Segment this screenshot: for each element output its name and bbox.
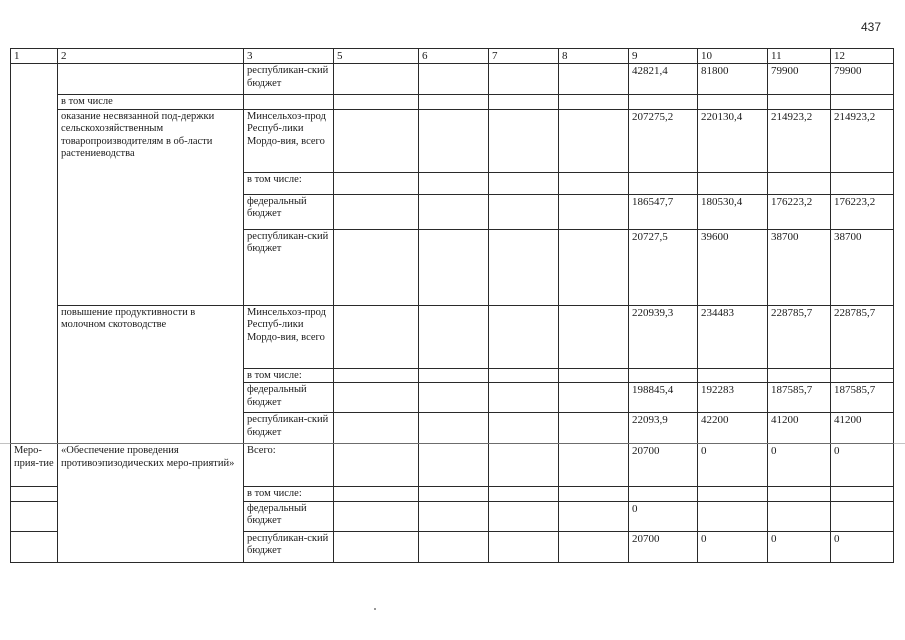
row-item-cell: «Обеспечение проведения противоэпизодических меро-приятий» [58, 444, 244, 563]
scan-speck [374, 608, 376, 610]
row-name-cell [11, 501, 58, 531]
value-cell-col11: 228785,7 [768, 305, 831, 368]
value-cell-col11: 0 [768, 531, 831, 562]
value-cell-col9: 207275,2 [629, 109, 698, 172]
value-cell-col12 [831, 95, 894, 110]
row-responsible-cell: Всего: [244, 444, 334, 487]
empty-cell [419, 531, 489, 562]
value-cell-col11 [768, 487, 831, 502]
value-cell-col9: 0 [629, 501, 698, 531]
empty-cell [489, 172, 559, 194]
row-name-cell: Меро-прия-тие [11, 444, 58, 487]
empty-cell [419, 413, 489, 444]
column-number-header: 3 [244, 49, 334, 64]
empty-cell [419, 229, 489, 305]
value-cell-col11: 41200 [768, 413, 831, 444]
table-header-row [11, 49, 894, 64]
row-responsible-cell: федеральный бюджет [244, 194, 334, 229]
empty-cell [489, 368, 559, 383]
value-cell-col11: 176223,2 [768, 194, 831, 229]
row-item-cell [58, 64, 244, 95]
column-number-header: 9 [629, 49, 698, 64]
empty-cell [334, 368, 419, 383]
row-item-cell: оказание несвязанной под-держки сельскохозяйственным товаропроизводителям в об-ласти растениеводства [58, 109, 244, 305]
empty-cell [559, 194, 629, 229]
value-cell-col9: 42821,4 [629, 64, 698, 95]
value-cell-col9: 186547,7 [629, 194, 698, 229]
empty-cell [559, 64, 629, 95]
value-cell-col12 [831, 368, 894, 383]
table-row [11, 305, 894, 368]
row-name-cell [11, 531, 58, 562]
empty-cell [334, 305, 419, 368]
value-cell-col10: 180530,4 [698, 194, 768, 229]
value-cell-col9 [629, 172, 698, 194]
empty-cell [559, 487, 629, 502]
empty-cell [489, 109, 559, 172]
empty-cell [559, 172, 629, 194]
scan-fold-line [0, 443, 905, 444]
row-responsible-cell: в том числе: [244, 172, 334, 194]
empty-cell [334, 64, 419, 95]
value-cell-col10: 81800 [698, 64, 768, 95]
empty-cell [334, 383, 419, 413]
row-responsible-cell: федеральный бюджет [244, 383, 334, 413]
table-row [11, 444, 894, 487]
row-responsible-cell: в том числе: [244, 368, 334, 383]
value-cell-col11: 79900 [768, 64, 831, 95]
row-name-cell [11, 487, 58, 502]
empty-cell [489, 229, 559, 305]
value-cell-col9: 20700 [629, 531, 698, 562]
value-cell-col10 [698, 95, 768, 110]
column-number-header: 7 [489, 49, 559, 64]
value-cell-col9: 20727,5 [629, 229, 698, 305]
row-responsible-cell: республикан-ский бюджет [244, 229, 334, 305]
column-number-header: 2 [58, 49, 244, 64]
value-cell-col10: 192283 [698, 383, 768, 413]
empty-cell [419, 444, 489, 487]
row-responsible-cell [244, 95, 334, 110]
value-cell-col9 [629, 487, 698, 502]
value-cell-col10 [698, 368, 768, 383]
value-cell-col12 [831, 501, 894, 531]
column-number-header: 11 [768, 49, 831, 64]
value-cell-col11: 38700 [768, 229, 831, 305]
empty-cell [334, 531, 419, 562]
empty-cell [559, 109, 629, 172]
row-item-cell: в том числе [58, 95, 244, 110]
empty-cell [334, 501, 419, 531]
value-cell-col9 [629, 95, 698, 110]
value-cell-col12: 176223,2 [831, 194, 894, 229]
empty-cell [334, 109, 419, 172]
empty-cell [559, 229, 629, 305]
row-responsible-cell: в том числе: [244, 487, 334, 502]
value-cell-col9 [629, 368, 698, 383]
column-number-header: 5 [334, 49, 419, 64]
empty-cell [334, 194, 419, 229]
empty-cell [489, 383, 559, 413]
column-number-header: 8 [559, 49, 629, 64]
empty-cell [419, 383, 489, 413]
empty-cell [419, 487, 489, 502]
empty-cell [334, 413, 419, 444]
empty-cell [489, 64, 559, 95]
empty-cell [419, 501, 489, 531]
empty-cell [419, 194, 489, 229]
empty-cell [334, 172, 419, 194]
empty-cell [419, 305, 489, 368]
row-name-cell [11, 64, 58, 444]
value-cell-col10 [698, 487, 768, 502]
value-cell-col12: 228785,7 [831, 305, 894, 368]
value-cell-col10: 39600 [698, 229, 768, 305]
empty-cell [559, 95, 629, 110]
empty-cell [559, 501, 629, 531]
value-cell-col11 [768, 368, 831, 383]
row-responsible-cell: Минсельхоз-прод Респуб-лики Мордо-вия, всего [244, 305, 334, 368]
value-cell-col10: 42200 [698, 413, 768, 444]
page-number: 437 [860, 20, 881, 34]
row-item-cell: повышение продуктивности в молочном скотоводстве [58, 305, 244, 444]
empty-cell [489, 444, 559, 487]
empty-cell [489, 194, 559, 229]
value-cell-col10: 220130,4 [698, 109, 768, 172]
row-responsible-cell: Минсельхоз-прод Респуб-лики Мордо-вия, всего [244, 109, 334, 172]
value-cell-col12 [831, 487, 894, 502]
empty-cell [559, 413, 629, 444]
value-cell-col10 [698, 501, 768, 531]
value-cell-col11: 0 [768, 444, 831, 487]
table-row [11, 95, 894, 110]
value-cell-col9: 220939,3 [629, 305, 698, 368]
value-cell-col12: 187585,7 [831, 383, 894, 413]
empty-cell [334, 487, 419, 502]
value-cell-col10 [698, 172, 768, 194]
value-cell-col12: 0 [831, 531, 894, 562]
empty-cell [419, 109, 489, 172]
value-cell-col10: 0 [698, 444, 768, 487]
value-cell-col9: 22093,9 [629, 413, 698, 444]
value-cell-col11 [768, 95, 831, 110]
empty-cell [489, 95, 559, 110]
value-cell-col12: 38700 [831, 229, 894, 305]
value-cell-col12: 214923,2 [831, 109, 894, 172]
empty-cell [489, 413, 559, 444]
empty-cell [559, 305, 629, 368]
row-responsible-cell: федеральный бюджет [244, 501, 334, 531]
column-number-header: 1 [11, 49, 58, 64]
column-number-header: 6 [419, 49, 489, 64]
empty-cell [419, 95, 489, 110]
empty-cell [489, 305, 559, 368]
program-funding-table [10, 48, 894, 563]
empty-cell [334, 95, 419, 110]
value-cell-col12: 79900 [831, 64, 894, 95]
empty-cell [559, 531, 629, 562]
value-cell-col12 [831, 172, 894, 194]
column-number-header: 12 [831, 49, 894, 64]
empty-cell [489, 487, 559, 502]
value-cell-col11: 214923,2 [768, 109, 831, 172]
table-row [11, 64, 894, 95]
value-cell-col12: 0 [831, 444, 894, 487]
empty-cell [419, 368, 489, 383]
empty-cell [419, 172, 489, 194]
row-responsible-cell: республикан-ский бюджет [244, 64, 334, 95]
empty-cell [489, 531, 559, 562]
value-cell-col11: 187585,7 [768, 383, 831, 413]
empty-cell [559, 368, 629, 383]
value-cell-col9: 198845,4 [629, 383, 698, 413]
empty-cell [334, 229, 419, 305]
table-row [11, 109, 894, 172]
row-responsible-cell: республикан-ский бюджет [244, 413, 334, 444]
empty-cell [419, 64, 489, 95]
empty-cell [489, 501, 559, 531]
empty-cell [334, 444, 419, 487]
value-cell-col9: 20700 [629, 444, 698, 487]
row-responsible-cell: республикан-ский бюджет [244, 531, 334, 562]
value-cell-col11 [768, 501, 831, 531]
column-number-header: 10 [698, 49, 768, 64]
value-cell-col10: 0 [698, 531, 768, 562]
value-cell-col11 [768, 172, 831, 194]
value-cell-col10: 234483 [698, 305, 768, 368]
empty-cell [559, 444, 629, 487]
value-cell-col12: 41200 [831, 413, 894, 444]
empty-cell [559, 383, 629, 413]
